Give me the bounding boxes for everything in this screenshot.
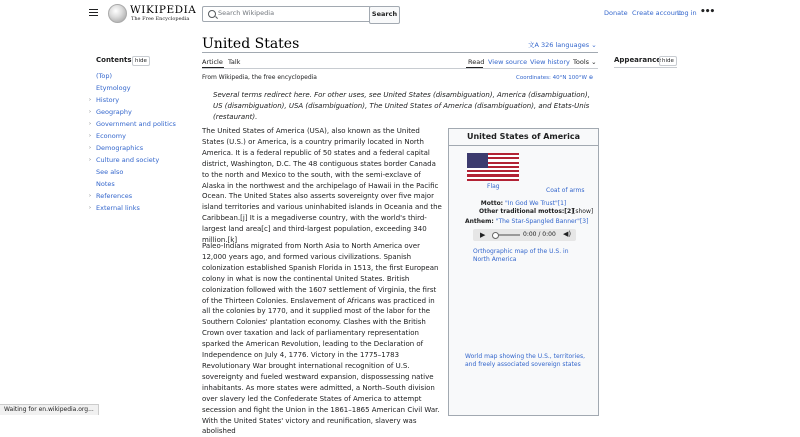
lead-paragraph-2: Paleo-Indians migrated from North Asia to North America over 12,000 years ago, and formed various civilizations. Spanish colonization established Spanish Florida in 1513, the first European colony in what is now the continental United States. British colonization followed with the 1607 settlement of Virginia, the first of the Thirteen Colonies. Enslavement of Africans was practiced in all the colonies by 1770, and it supplied most of the labor for the Southern Colonies' plantation economy. Clashes with the British Crown over taxation and lack of parliamentary representation sparked the American Revolution, leading to the Declaration of Independence on July 4, 1776. Victory in the 1775–1783 Revolutionary War brought international recognition of U.S. sovereignty and fueled westward expansion, dispossessing native inhabitants. As more states were admitted, a North–South division over slavery led the Confederate States of America to attempt secession and fight the Union in the 1861–1865 American Civil War. With the United States' victory and reunification, slavery was abolished [202,242,440,436]
chevron-right-icon[interactable]: › [89,109,91,115]
toc-item[interactable] [89,120,176,128]
tools-label: Tools [573,58,590,66]
world-map-caption[interactable]: World map showing the U.S., territories, and freely associated sovereign states [465,353,586,368]
toc-item[interactable] [89,144,144,152]
globe-icon: ⊕ [586,75,594,81]
logo-wordmark[interactable]: WIKIPEDIA [130,4,197,16]
logo-tagline: The Free Encyclopedia [131,16,190,22]
play-icon[interactable]: ▶ [480,231,486,239]
coordinates-text: Coordinates: 40°N 100°W [516,75,587,81]
toc-item-label: Etymology [96,84,131,92]
infobox-title: United States of America [466,132,581,141]
appearance-heading: Appearance [614,56,661,64]
translate-icon: 文A [528,41,542,49]
anthem-label: Anthem: [465,218,494,225]
appearance-hide-button[interactable]: hide [659,56,677,66]
chevron-right-icon[interactable]: › [89,121,91,127]
donate-link[interactable]: Donate [604,9,628,17]
coat-of-arms-caption[interactable]: Coat of arms [546,187,585,194]
toc-item-label: History [96,96,120,104]
anthem-row [465,218,614,225]
toc-item[interactable] [96,168,123,176]
create-account-link[interactable]: Create account [632,9,682,17]
menu-icon[interactable] [89,9,98,16]
header [0,0,800,28]
site-sub: From Wikipedia, the free encyclopedia [202,74,317,81]
anthem-value[interactable]: "The Star-Spangled Banner"[3] [495,218,589,225]
more-options-icon[interactable]: ••• [700,7,715,17]
toc-item-label: Culture and society [96,156,160,164]
title-divider [202,52,598,53]
toc-item[interactable] [89,96,120,104]
appearance-divider [614,67,677,68]
toc-item-label: References [96,192,133,200]
motto-value[interactable]: "In God We Trust"[1] [505,200,567,207]
tab-view-history[interactable]: View history [530,58,570,66]
table-of-contents [89,56,196,212]
search-input[interactable]: Search Wikipedia [218,9,275,17]
audio-player[interactable] [473,229,576,241]
motto-row [449,200,598,207]
toc-item[interactable] [96,180,115,188]
flag-caption[interactable]: Flag [487,183,500,190]
tab-talk[interactable]: Talk [228,58,241,66]
toc-item-label: See also [96,168,124,176]
audio-progress-thumb[interactable] [492,232,499,239]
chevron-right-icon[interactable]: › [89,97,91,103]
chevron-down-icon: ⌄ [589,58,597,66]
tab-read[interactable]: Read [468,58,485,66]
infobox [448,128,599,416]
audio-time: 0:00 / 0:00 [523,231,556,238]
contents-heading: Contents [96,56,132,64]
language-button[interactable] [528,40,597,49]
coordinates-link[interactable] [516,75,593,81]
chevron-down-icon: ⌄ [589,41,597,49]
search-button[interactable]: Search [369,6,400,24]
search-icon [208,10,216,18]
toc-item-label: Economy [96,132,126,140]
toc-item[interactable] [96,72,112,80]
search-box[interactable] [202,6,371,22]
volume-icon[interactable]: ◀) [563,230,572,238]
toc-item[interactable] [89,132,126,140]
toc-item[interactable] [89,108,132,116]
toc-item[interactable] [89,192,133,200]
toc-item-label: Notes [96,180,115,188]
chevron-right-icon[interactable]: › [89,145,91,151]
wikipedia-globe-icon[interactable] [108,4,127,23]
chevron-right-icon[interactable]: › [89,157,91,163]
toc-item-label: (Top) [96,72,113,80]
show-button[interactable]: [show] [573,208,594,215]
toc-item-label: Demographics [96,144,144,152]
tabs-divider [202,68,598,69]
motto-label: Motto: [480,200,504,207]
login-link[interactable]: Log in [677,9,697,17]
toc-item-label: Geography [96,108,132,116]
browser-status-bar: Waiting for en.wikipedia.org... [0,404,99,415]
us-flag-image[interactable] [467,153,519,181]
other-mottos-label: Other traditional mottos:[2] [479,208,574,215]
toc-hide-button[interactable]: hide [132,56,150,66]
toc-item[interactable] [96,84,131,92]
chevron-right-icon[interactable]: › [89,133,91,139]
language-count: 326 languages [541,41,590,49]
chevron-right-icon[interactable]: › [89,205,91,211]
orthographic-map-caption[interactable]: Orthographic map of the U.S. in North America [473,248,569,263]
tab-article[interactable]: Article [202,58,223,66]
toc-item-label: Government and politics [96,120,176,128]
hatnote: Several terms redirect here. For other uses, see United States (disambiguation), America (disambiguation), US (disambiguation), USA (disambiguation), The United States of America (disambiguation), and Etats-Unis (restaurant). [213,91,590,121]
chevron-right-icon[interactable]: › [89,193,91,199]
tab-view-source[interactable]: View source [488,58,528,66]
toc-item[interactable] [89,204,140,212]
tools-menu[interactable] [573,58,597,66]
lead-paragraph-1: The United States of America (USA), also known as the United States (U.S.) or America, is a country primarily located in North America. It is a federal republic of 50 states and a federal capital district, Washington, D.C. The 48 contiguous states border Canada to the north and Mexico to the south, with the semi-exclave of Alaska in the northwest and the archipelago of Hawaii in the Pacific Ocean. The United States also asserts sovereignty over five major island territories and various uninhabited islands in Oceania and the Caribbean.[j] It is a megadiverse country, with the world's third-largest land area[c] and third-largest population, exceeding 340 million.[k] [202,127,442,245]
toc-item-label: External links [96,204,140,212]
toc-item[interactable] [89,156,160,164]
page-title: United States [202,36,300,52]
infobox-divider [449,145,598,146]
